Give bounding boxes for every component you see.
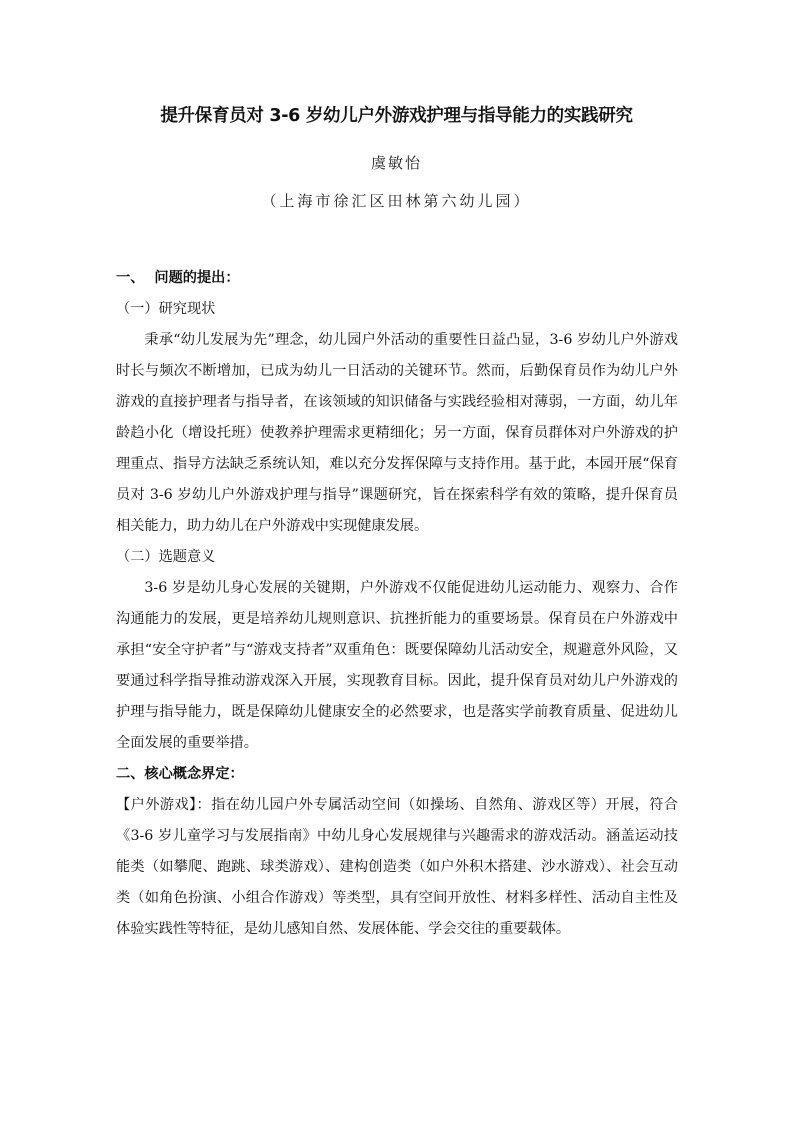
section-heading-1 [116, 263, 678, 294]
document-title: 提升保育员对 3-6 岁幼儿户外游戏护理与指导能力的实践研究 [160, 106, 633, 126]
paragraph-significance: 3-6 岁是幼儿身心发展的关键期，户外游戏不仅能促进幼儿运动能力、观察力、合作沟通能力的发展，更是培养幼儿规则意识、抗挫折能力的重要场景。保育员在户外游戏中承担“安全守护者”与“游戏支持者”双重角色：既要保障幼儿活动安全，规避意外风险，又要通过科学指导推动游戏深入开展，实现教育目标。因此，提升保育员对幼儿户外游戏的护理与指导能力，既是保障幼儿健康安全的必然要求，也是落实学前教育质量、促进幼儿全面发展的重要举措。 [116, 580, 678, 751]
section-title-1: 问题的提出： [154, 270, 240, 286]
definition-term: 【户外游戏】 [116, 797, 197, 813]
author-name: 虞敏怡 [370, 154, 422, 172]
paragraph-research-status: 秉承“幼儿发展为先”理念，幼儿园户外活动的重要性日益凸显，3-6 岁幼儿户外游戏时长与频次不断增加，已成为幼儿一日活动的关键环节。然而，后勤保育员作为幼儿户外游戏的直接护理者与指导者，在该领域的知识储备与实践经验相对薄弱，一方面，幼儿年龄趋小化（增设托班）使教养护理需求更精细化；另一方面，保育员群体对户外游戏的护理重点、指导方法缺乏系统认知，难以充分发挥保障与支持作用。基于此，本园开展“保育员对 3-6 岁幼儿户外游戏护理与指导”课题研究，旨在探索科学有效的策略，提升保育员相关能力，助力幼儿在户外游戏中实现健康发展。 [116, 332, 678, 534]
definition-outdoor-games [116, 790, 678, 945]
subsection-heading-research-status: （一）研究现状 [116, 301, 216, 317]
subsection-heading-significance: （二）选题意义 [116, 549, 216, 565]
section-number-1: 一、 [116, 270, 145, 286]
author-affiliation: （上海市徐汇区田林第六幼儿园） [261, 192, 532, 210]
document-body [116, 263, 678, 945]
definition-text: ：指在幼儿园户外专属活动空间（如操场、自然角、游戏区等）开展，符合《3-6 岁儿童学习与发展指南》中幼儿身心发展规律与兴趣需求的游戏活动。涵盖运动技能类（如攀爬、跑跳、球类游戏）、建构创造类（如户外积木搭建、沙水游戏）、社会互动类（如角色扮演、小组合作游戏）等类型，具有空间开放性、材料多样性、活动自主性及体验实践性等特征，是幼儿感知自然、发展体能、学会交往的重要载体。 [116, 797, 678, 937]
section-heading-2: 二、核心概念界定： [116, 766, 244, 782]
